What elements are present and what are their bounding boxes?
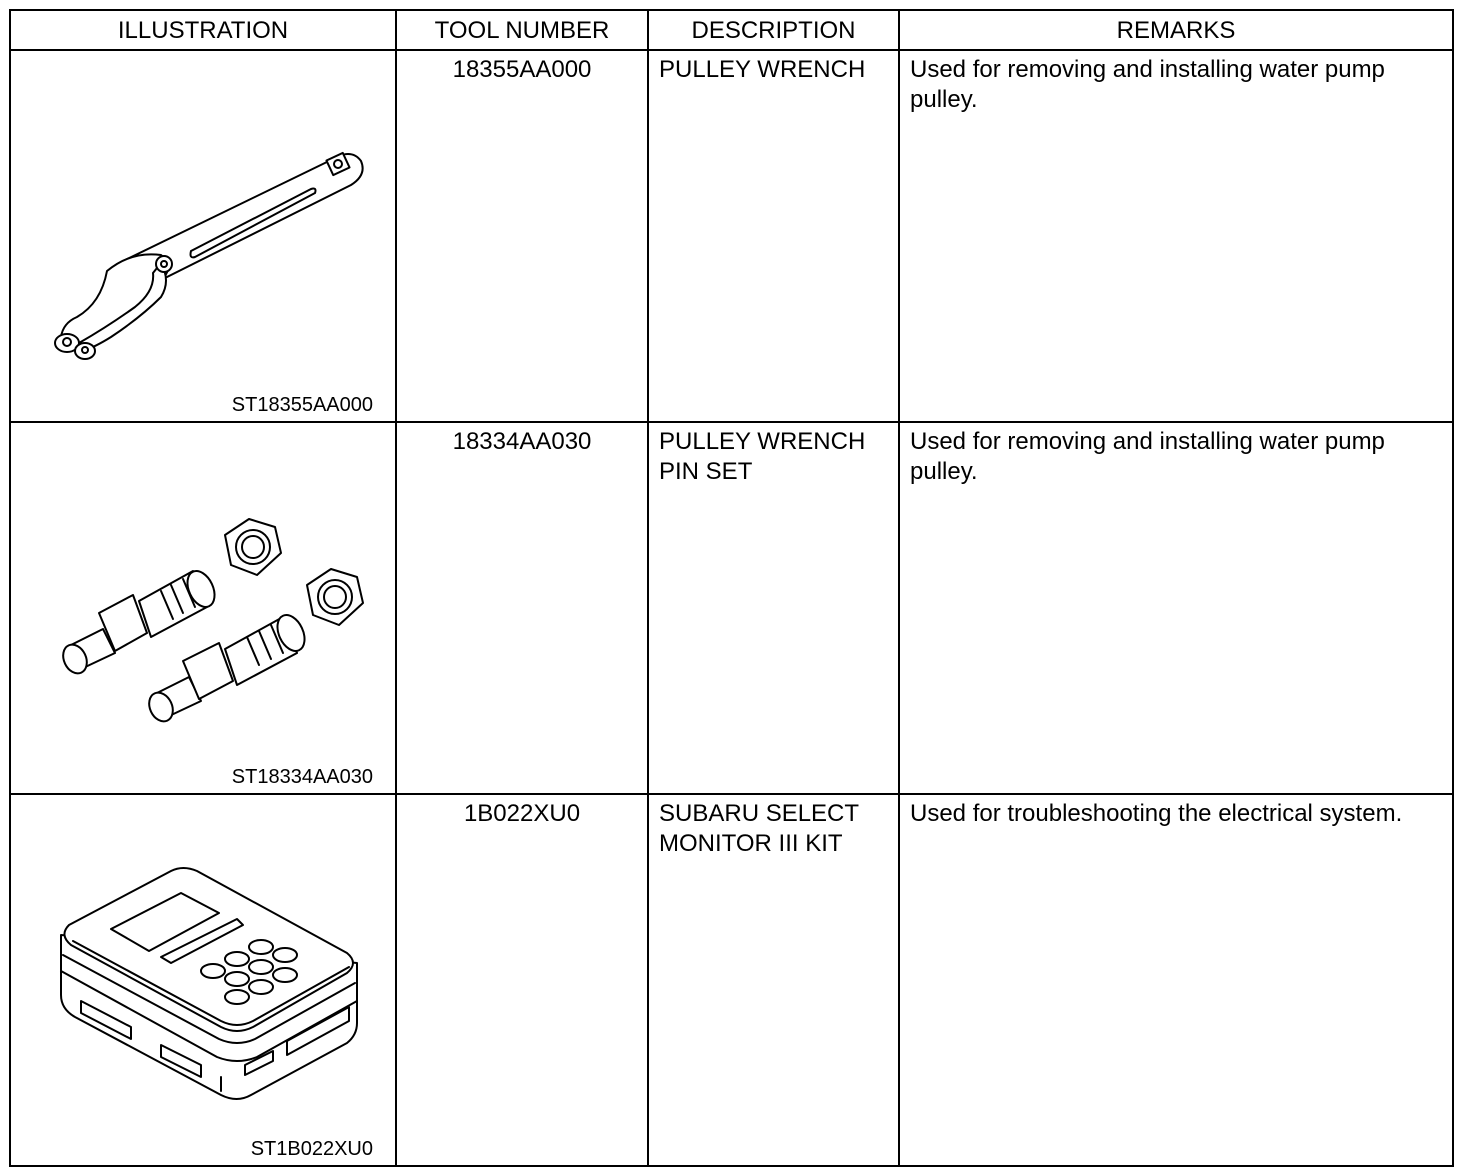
header-remarks: REMARKS xyxy=(899,10,1453,50)
table-row xyxy=(10,422,1453,794)
tool-number-cell: 1B022XU0 xyxy=(396,794,648,1166)
tool-number-cell: 18355AA000 xyxy=(396,50,648,422)
illustration-cell xyxy=(10,794,396,1166)
illustration-cell xyxy=(10,50,396,422)
pin-set-illustration xyxy=(11,423,397,789)
tool-number-cell: 18334AA030 xyxy=(396,422,648,794)
pulley-wrench-illustration xyxy=(11,51,397,417)
special-tools-table xyxy=(9,9,1454,1167)
header-description: DESCRIPTION xyxy=(648,10,899,50)
description-cell: PULLEY WRENCH xyxy=(648,50,899,422)
illustration-code: ST18334AA030 xyxy=(231,766,373,788)
illustration-cell xyxy=(10,422,396,794)
illustration-code: ST1B022XU0 xyxy=(250,1138,373,1160)
description-cell: SUBARU SELECT MONITOR III KIT xyxy=(648,794,899,1166)
header-illustration: ILLUSTRATION xyxy=(10,10,396,50)
remarks-cell: Used for troubleshooting the electrical system. xyxy=(899,794,1453,1166)
remarks-cell: Used for removing and installing water pump pulley. xyxy=(899,50,1453,422)
table-row xyxy=(10,794,1453,1166)
header-row xyxy=(10,10,1453,50)
table-row xyxy=(10,50,1453,422)
description-cell: PULLEY WRENCH PIN SET xyxy=(648,422,899,794)
illustration-code: ST18355AA000 xyxy=(231,394,373,416)
select-monitor-kit-illustration xyxy=(11,795,397,1161)
header-tool-number: TOOL NUMBER xyxy=(396,10,648,50)
remarks-cell: Used for removing and installing water pump pulley. xyxy=(899,422,1453,794)
